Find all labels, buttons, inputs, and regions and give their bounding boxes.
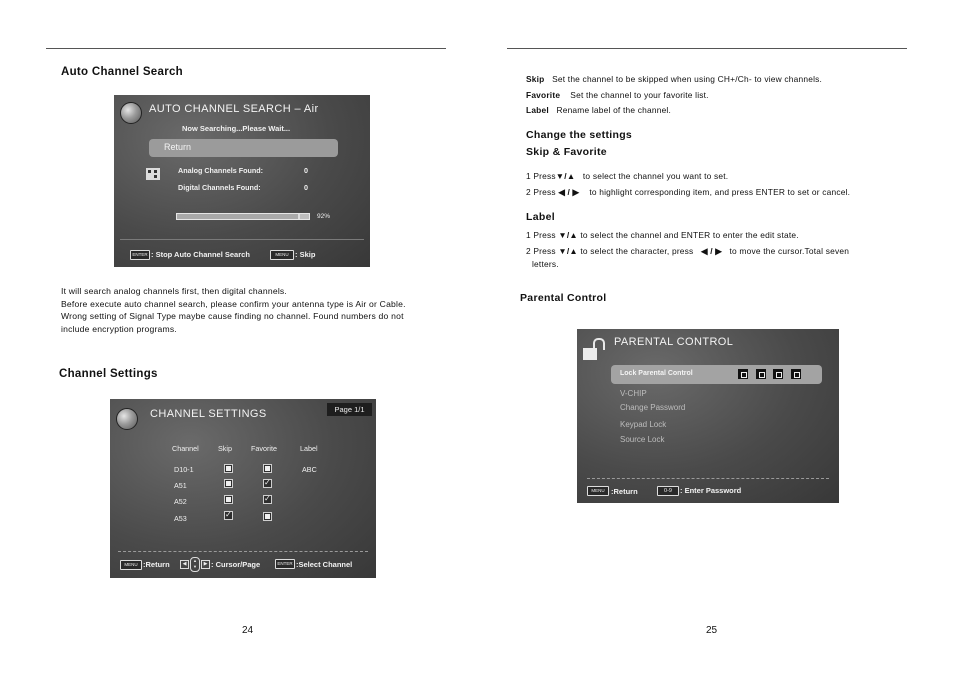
row-label: ABC [302, 465, 317, 474]
heading-parental-control: Parental Control [520, 292, 607, 304]
left-page-top-rule [46, 48, 446, 49]
definition-label [526, 103, 926, 119]
col-header-favorite: Favorite [251, 444, 277, 453]
term: Label [526, 105, 549, 115]
lock-parental-control-label: Lock Parental Control [620, 370, 693, 377]
row-channel: A53 [174, 514, 187, 523]
arrow-keys-icon: ◀ ▲ ▼ ▶ [180, 557, 210, 571]
stop-search-hint: : Stop Auto Channel Search [151, 250, 250, 259]
check-icon: ✓ [225, 510, 232, 519]
favorite-checkbox[interactable] [263, 464, 272, 473]
term: Favorite [526, 89, 561, 100]
auto-screen-divider [120, 239, 364, 240]
skip-checkbox[interactable] [224, 495, 233, 504]
row-channel: D10-1 [174, 465, 194, 474]
menu-item-keypad-lock[interactable]: Keypad Lock [620, 420, 667, 429]
col-header-skip: Skip [218, 444, 232, 453]
para-line: Before execute auto channel search, please confirm your antenna type is Air or Cable. [61, 298, 406, 309]
globe-icon [120, 102, 142, 124]
password-digit-box [738, 369, 748, 379]
globe-icon [116, 408, 138, 430]
definition-text: Set the channel to be skipped when using CH+/Ch- to view channels. [552, 74, 823, 84]
skip-checkbox[interactable] [224, 479, 233, 488]
favorite-checkbox[interactable] [263, 512, 272, 521]
heading-channel-settings: Channel Settings [59, 368, 158, 380]
progress-fill [177, 214, 300, 219]
heading-skip-favorite: Skip & Favorite [526, 146, 607, 158]
return-button[interactable] [149, 139, 338, 157]
number-keys-icon: 0-9 [657, 486, 679, 496]
menu-item-change-password[interactable]: Change Password [620, 403, 686, 412]
return-label: Return [164, 142, 192, 152]
cursor-page-hint: : Cursor/Page [211, 560, 261, 569]
lock-icon [581, 338, 607, 360]
enter-password-hint: : Enter Password [680, 486, 742, 495]
menu-key-icon: MENU [270, 250, 294, 260]
channel-screen-title: CHANNEL SETTINGS [150, 408, 267, 420]
term: Skip [526, 74, 545, 84]
channel-settings-screen [110, 399, 376, 578]
return-hint: :Return [611, 487, 638, 496]
leftright-arrows-icon: ◀ / ▶ [558, 187, 580, 197]
label-step-2: 2 Press ▼/▲ to select the character, press ◀ / ▶ to move the cursor.Total seven letters. [526, 246, 850, 269]
digital-found-value: 0 [304, 183, 308, 192]
progress-bar [176, 213, 310, 220]
searching-status: Now Searching...Please Wait... [182, 124, 291, 133]
lock-parental-control-item[interactable] [611, 365, 822, 384]
skip-hint: : Skip [295, 250, 316, 259]
label-step-1: 1 Press ▼/▲ to select the channel and ENTER to enter the edit state. [526, 230, 799, 240]
updown-arrows-icon: ▼/▲ [558, 230, 578, 240]
definition-list [526, 72, 926, 119]
definition-skip [526, 72, 926, 88]
auto-search-description [61, 285, 451, 335]
skip-checkbox-checked[interactable] [224, 511, 233, 520]
heading-label: Label [526, 211, 555, 223]
heading-change-settings: Change the settings [526, 129, 633, 141]
col-header-label: Label [300, 444, 318, 453]
para-line: Wrong setting of Signal Type maybe cause finding no channel. Found numbers do not [61, 311, 404, 321]
definition-text: Rename label of the channel. [556, 105, 672, 115]
updown-arrows-icon: ▼/▲ [558, 246, 578, 256]
enter-key-icon: ENTER [130, 250, 150, 260]
analog-found-value: 0 [304, 166, 308, 175]
parental-control-screen [577, 329, 839, 503]
skipfav-step-2: 2 Press ◀ / ▶ to highlight corresponding item, and press ENTER to set or cancel. [526, 187, 851, 197]
favorite-checkbox-checked[interactable] [263, 495, 272, 504]
menu-key-icon: MENU [587, 486, 609, 496]
enter-key-icon: ENTER [275, 559, 295, 569]
password-digit-box [773, 369, 783, 379]
menu-item-vchip[interactable]: V-CHIP [620, 389, 647, 398]
channel-screen-divider [118, 551, 368, 552]
progress-percent: 92% [317, 213, 331, 220]
definition-favorite [526, 88, 926, 104]
check-icon: ✓ [264, 478, 271, 487]
skipfav-step-1: 1 Press▼/▲ to select the channel you want to set. [526, 171, 729, 181]
parental-screen-divider [587, 478, 829, 479]
heading-auto-channel-search: Auto Channel Search [61, 66, 183, 78]
para-line: include encryption programs. [61, 323, 177, 334]
updown-arrows-icon: ▼/▲ [555, 171, 576, 181]
col-header-channel: Channel [172, 444, 199, 453]
auto-channel-search-screen [114, 95, 370, 267]
password-digit-box [791, 369, 801, 379]
select-channel-hint: :Select Channel [296, 560, 353, 569]
right-page-top-rule [507, 48, 907, 49]
definition-text: Set the channel to your favorite list. [570, 89, 709, 100]
digital-found-label: Digital Channels Found: [178, 183, 261, 192]
right-page-number: 25 [706, 625, 718, 636]
page-indicator: Page 1/1 [327, 403, 372, 416]
return-hint: :Return [143, 560, 170, 569]
row-channel: A51 [174, 481, 187, 490]
leftright-arrows-icon: ◀ / ▶ [701, 246, 722, 256]
menu-item-source-lock[interactable]: Source Lock [620, 435, 665, 444]
menu-key-icon: MENU [120, 560, 142, 570]
analog-found-label: Analog Channels Found: [178, 166, 264, 175]
signal-icon [146, 168, 160, 180]
para-line: It will search analog channels first, then digital channels. [61, 286, 288, 296]
parental-screen-title: PARENTAL CONTROL [614, 336, 734, 348]
auto-screen-title: AUTO CHANNEL SEARCH – Air [149, 103, 319, 115]
check-icon: ✓ [264, 494, 271, 503]
favorite-checkbox-checked[interactable] [263, 479, 272, 488]
skip-checkbox[interactable] [224, 464, 233, 473]
password-digit-box [756, 369, 766, 379]
left-page-number: 24 [242, 625, 254, 636]
row-channel: A52 [174, 497, 187, 506]
